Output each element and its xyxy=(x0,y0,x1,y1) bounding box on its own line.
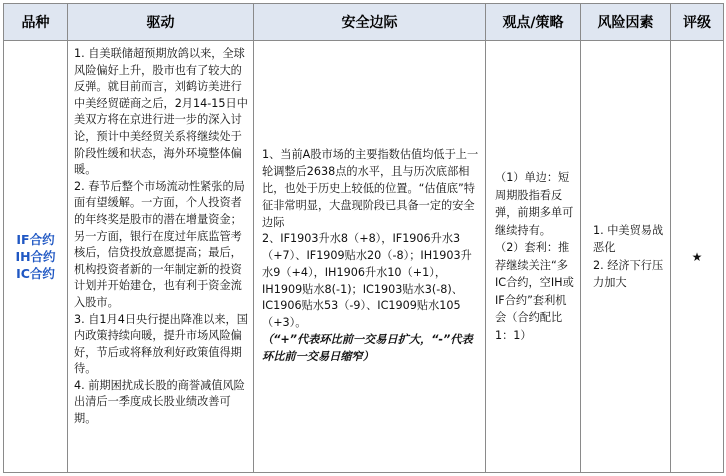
variety-ic: IC合约 xyxy=(16,266,55,281)
variety-cell xyxy=(4,41,68,473)
header-view-strategy: 观点/策略 xyxy=(486,4,581,41)
drive-cell xyxy=(68,41,254,473)
risk-factors-cell xyxy=(581,41,671,473)
rating-star-icon: ★ xyxy=(691,249,703,264)
risk-factors-text: 1. 中美贸易战恶化 2. 经济下行压力加大 xyxy=(593,223,664,289)
rating-cell xyxy=(671,41,724,473)
safety-margin-cell xyxy=(254,41,486,473)
header-risk-factors: 风险因素 xyxy=(581,4,671,41)
header-variety: 品种 xyxy=(4,4,68,41)
view-strategy-text: （1）单边：短周期股指看反弹，前期多单可继续持有。 （2）套利：推荐继续关注“多IC合约，空IH或IF合约”套利机会（合约配比1：1） xyxy=(495,171,574,342)
table-row xyxy=(4,41,724,473)
futures-strategy-table xyxy=(3,3,724,473)
safety-margin-note: （“+”代表环比前一交易日扩大，“-”代表环比前一交易日缩窄） xyxy=(262,333,473,363)
header-safety-margin: 安全边际 xyxy=(254,4,486,41)
header-row xyxy=(4,4,724,41)
variety-if: IF合约 xyxy=(16,232,55,247)
variety-ih: IH合约 xyxy=(15,249,56,264)
view-strategy-cell xyxy=(486,41,581,473)
drive-text: 1. 自美联储超预期放鸽以来，全球风险偏好上升，股市也有了较大的反弹。就目前而言，刘鹤访美进行中美经贸磋商之后，2月14-15日中美双方将在京进行进一步的深入讨论，预计中美经贸关系将继续处于阶段性缓和状态，海外环境整体偏暖。 2. 春节后整个市场流动性紧张的局面有望缓解。一方面，个人投资者的年终奖是股市的潜在增量资金；另一方面，银行在度过年底监管考核后，信贷投放意愿提高；最后，机构投资者新的一年制定新的投资计划并开始建仓，也有利于资金流入股市。 3. 自1月4日央行提出降准以来，国内政策持续向暖，提升市场风险偏好，节后或将释放利好政策值得期待。 4. 前期困扰成长股的商誉减值风险出清后一季度成长股业绩改善可期。 xyxy=(74,47,248,426)
safety-margin-text: 1、当前A股市场的主要指数估值均低于上一轮调整后2638点的水平，且与历次底部相比，也处于历史上较低的位置。“估值底”特征非常明显，大盘现阶段已具备一定的安全边际 2、IF1903升水8（+8），IF1906升水3（+7）、IF1909贴水20（-8）；IH1903升水9（+4），IH1906升水10（+1），IH1909贴水8(-1)；IC1903贴水3(-8)、IC1906贴水53（-9）、IC1909贴水105（+3）。 xyxy=(262,148,479,330)
header-drive: 驱动 xyxy=(68,4,254,41)
header-rating: 评级 xyxy=(671,4,724,41)
